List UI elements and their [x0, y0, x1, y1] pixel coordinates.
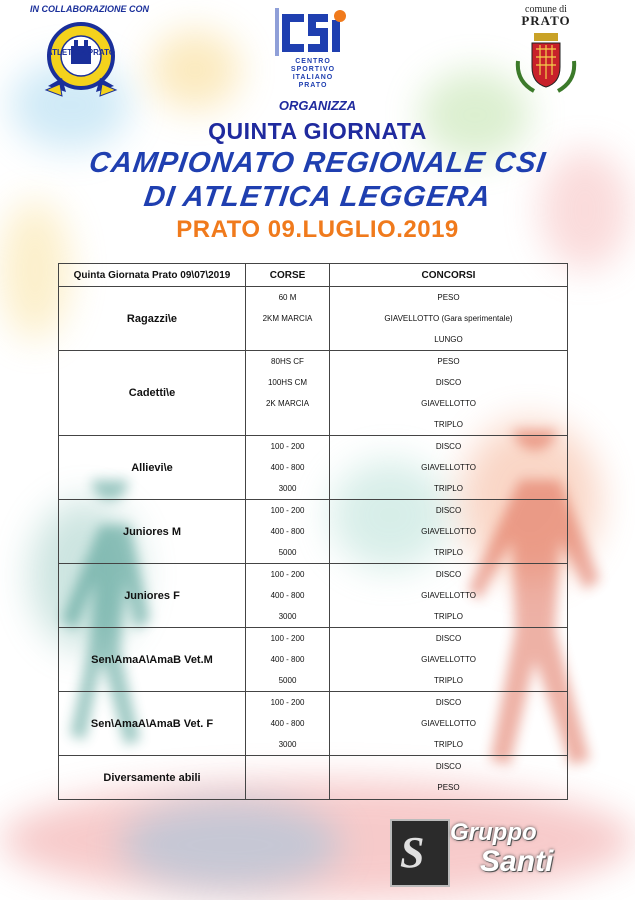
- concorsi-cell: [330, 287, 568, 351]
- csi-text: [268, 58, 358, 90]
- table-row: [59, 756, 568, 800]
- concorsi-item: TRIPLO: [434, 740, 463, 749]
- csi-line-4: PRATO: [298, 82, 328, 89]
- concorsi-item: TRIPLO: [434, 612, 463, 621]
- concorsi-item: TRIPLO: [434, 420, 463, 429]
- concorsi-item: GIAVELLOTTO: [421, 591, 476, 600]
- header-concorsi: CONCORSI: [330, 264, 568, 287]
- table-row: [59, 628, 568, 692]
- prato-coat-of-arms: [514, 31, 578, 97]
- corse-item: 400 - 800: [270, 463, 305, 472]
- sponsor-line-2: Santi: [480, 845, 554, 878]
- concorsi-item: GIAVELLOTTO: [421, 527, 476, 536]
- corse-cell: [246, 436, 330, 500]
- concorsi-item: GIAVELLOTTO: [421, 463, 476, 472]
- collaboration-label: IN COLLABORAZIONE CON: [30, 4, 149, 14]
- corse-item: 80HS CF: [271, 357, 304, 366]
- category-cell: Ragazzi\e: [59, 287, 246, 351]
- concorsi-item: GIAVELLOTTO: [421, 399, 476, 408]
- sponsor-line-1: Gruppo: [450, 819, 537, 846]
- gs-mark-icon: S: [390, 819, 450, 887]
- concorsi-cell: [330, 436, 568, 500]
- corse-item: 60 M: [278, 293, 297, 302]
- concorsi-item: DISCO: [435, 634, 462, 643]
- category-cell: Diversamente abili: [59, 756, 246, 800]
- category-cell: Allievi\e: [59, 436, 246, 500]
- table-row: [59, 500, 568, 564]
- corse-item: 2K MARCIA: [265, 399, 310, 408]
- concorsi-item: TRIPLO: [434, 676, 463, 685]
- csi-line-3: ITALIANO: [292, 74, 334, 81]
- comune-prato-block: [500, 4, 592, 97]
- corse-cell: [246, 500, 330, 564]
- header-event: Quinta Giornata Prato 09\07\2019: [59, 264, 246, 287]
- corse-item: 3000: [278, 740, 297, 749]
- corse-cell: [246, 564, 330, 628]
- category-cell: Juniores F: [59, 564, 246, 628]
- concorsi-item: PESO: [437, 357, 460, 366]
- corse-item: 100 - 200: [270, 570, 305, 579]
- corse-item: 2KM MARCIA: [262, 314, 313, 323]
- table-row: [59, 564, 568, 628]
- concorsi-item: DISCO: [435, 762, 462, 771]
- atletica-prato-logo: [40, 16, 122, 100]
- concorsi-item: DISCO: [435, 378, 462, 387]
- table-row: [59, 287, 568, 351]
- category-cell: Juniores M: [59, 500, 246, 564]
- corse-item: 400 - 800: [270, 591, 305, 600]
- concorsi-cell: [330, 628, 568, 692]
- concorsi-item: TRIPLO: [434, 548, 463, 557]
- category-cell: Sen\AmaA\AmaB Vet. F: [59, 692, 246, 756]
- corse-cell: [246, 756, 330, 800]
- concorsi-cell: [330, 564, 568, 628]
- concorsi-item: PESO: [437, 783, 460, 792]
- title-date: PRATO 09.LUGLIO.2019: [176, 216, 459, 243]
- table-header-row: [59, 264, 568, 287]
- table-row: [59, 351, 568, 436]
- concorsi-item: DISCO: [435, 506, 462, 515]
- comune-name: PRATO: [521, 13, 571, 28]
- corse-item: 100HS CM: [267, 378, 308, 387]
- concorsi-cell: [330, 692, 568, 756]
- concorsi-item: GIAVELLOTTO: [421, 719, 476, 728]
- corse-item: 3000: [278, 612, 297, 621]
- table-row: [59, 436, 568, 500]
- corse-item: 100 - 200: [270, 506, 305, 515]
- category-cell: Cadetti\e: [59, 351, 246, 436]
- atletica-logo-text: ATLETICA PRATO: [46, 48, 116, 57]
- concorsi-item: GIAVELLOTTO (Gara sperimentale): [384, 314, 513, 323]
- gruppo-santi-logo: [384, 815, 574, 887]
- concorsi-item: DISCO: [435, 570, 462, 579]
- corse-cell: [246, 628, 330, 692]
- corse-item: 100 - 200: [270, 634, 305, 643]
- concorsi-item: DISCO: [435, 698, 462, 707]
- corse-item: 400 - 800: [270, 527, 305, 536]
- header-corse: CORSE: [246, 264, 330, 287]
- concorsi-item: LUNGO: [434, 335, 463, 344]
- organizza-label: ORGANIZZA: [278, 98, 357, 113]
- title-campionato: CAMPIONATO REGIONALE CSI: [87, 147, 548, 179]
- corse-cell: [246, 351, 330, 436]
- category-cell: Sen\AmaA\AmaB Vet.M: [59, 628, 246, 692]
- concorsi-item: GIAVELLOTTO: [421, 655, 476, 664]
- corse-item: 100 - 200: [270, 442, 305, 451]
- corse-item: 5000: [278, 676, 297, 685]
- comune-label: comune di: [525, 4, 567, 15]
- corse-cell: [246, 287, 330, 351]
- corse-item: 5000: [278, 548, 297, 557]
- table-row: [59, 692, 568, 756]
- corse-item: 400 - 800: [270, 655, 305, 664]
- concorsi-item: PESO: [437, 293, 460, 302]
- concorsi-item: DISCO: [435, 442, 462, 451]
- concorsi-cell: [330, 756, 568, 800]
- csi-line-1: CENTRO: [295, 58, 331, 65]
- corse-item: 3000: [278, 484, 297, 493]
- corse-cell: [246, 692, 330, 756]
- title-quinta-giornata: QUINTA GIORNATA: [208, 118, 427, 144]
- concorsi-cell: [330, 351, 568, 436]
- csi-line-2: SPORTIVO: [290, 66, 336, 73]
- programme-table: [58, 263, 568, 800]
- title-atletica: DI ATLETICA LEGGERA: [142, 181, 494, 213]
- concorsi-cell: [330, 500, 568, 564]
- concorsi-item: TRIPLO: [434, 484, 463, 493]
- corse-item: 400 - 800: [270, 719, 305, 728]
- corse-item: 100 - 200: [270, 698, 305, 707]
